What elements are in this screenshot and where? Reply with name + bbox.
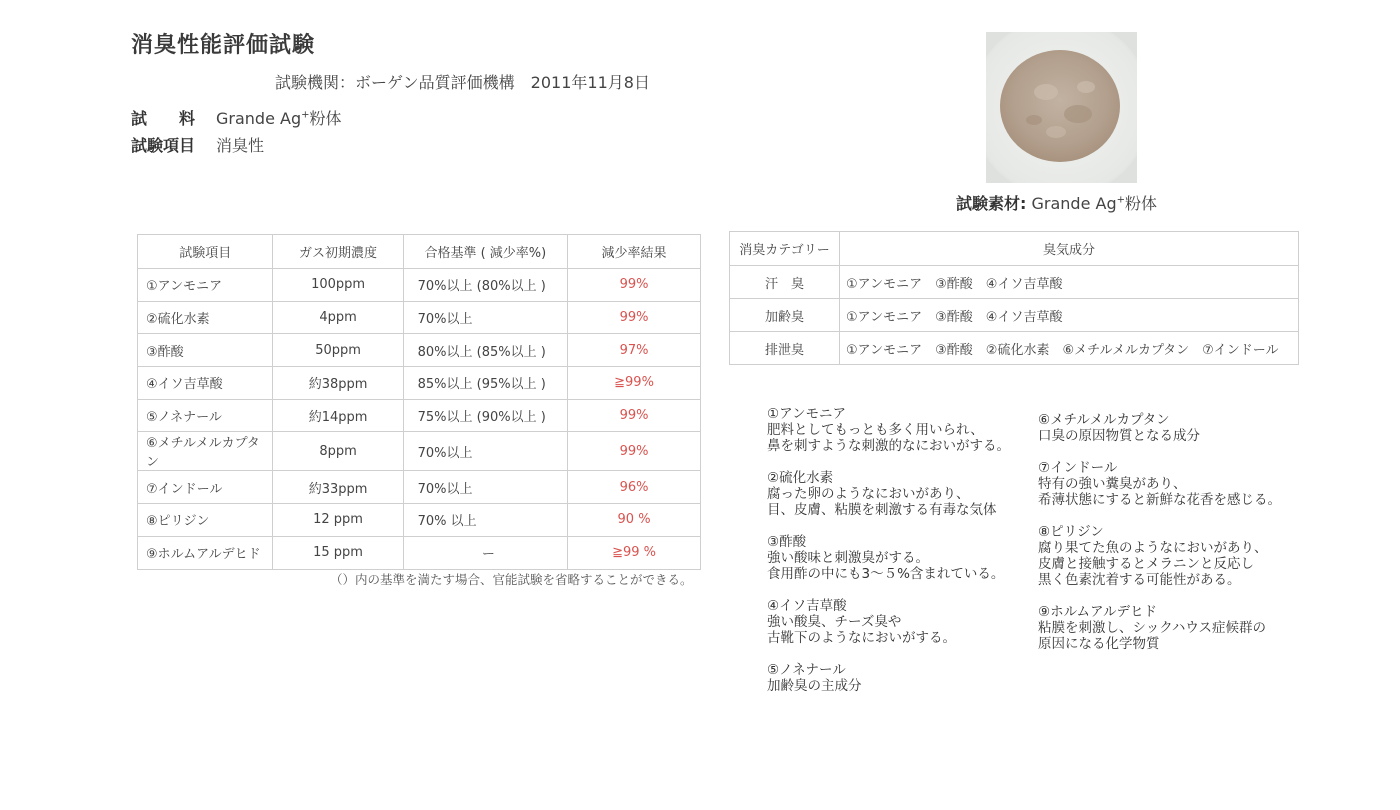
cell-concentration: 50ppm <box>273 334 403 367</box>
cell-criteria: 80%以上 (85%以上 ) <box>403 334 567 367</box>
odor-line: 目、皮膚、粘膜を刺激する有毒な気体 <box>767 502 997 518</box>
table-row <box>730 332 1299 365</box>
table-row <box>138 367 701 400</box>
cell-criteria: 70%以上 <box>403 432 567 471</box>
cell-concentration: 12 ppm <box>273 504 403 537</box>
cell-concentration: 約38ppm <box>273 367 403 400</box>
cell-components: ①アンモニア ③酢酸 ④イソ吉草酸 <box>840 299 1299 332</box>
cell-criteria: 85%以上 (95%以上 ) <box>403 367 567 400</box>
odor-name: ⑦インドール <box>1038 460 1118 476</box>
cell-test-item: ⑨ホルムアルデヒド <box>138 536 273 569</box>
photo-caption-sup: + <box>1116 194 1125 206</box>
header-pass-criteria: 合格基準 ( 減少率%) <box>403 235 567 269</box>
cell-concentration: 約33ppm <box>273 471 403 504</box>
odor-line: 原因になる化学物質 <box>1038 636 1160 652</box>
cell-result: 97% <box>568 334 701 367</box>
cell-criteria: ー <box>403 536 567 569</box>
table-row <box>138 432 701 471</box>
odor-descriptions-left <box>767 406 1010 710</box>
test-item-value: 消臭性 <box>216 136 265 155</box>
cell-concentration: 4ppm <box>273 301 403 334</box>
table-footnote: （）内の基準を満たす場合、官能試験を省略することができる。 <box>330 572 693 587</box>
cell-components: ①アンモニア ③酢酸 ②硫化水素 ⑥メチルメルカプタン ⑦インドール <box>840 332 1299 365</box>
cell-test-item: ⑦インドール <box>138 471 273 504</box>
cell-test-item: ⑤ノネナール <box>138 399 273 432</box>
page-title: 消臭性能評価試験 <box>131 33 316 58</box>
test-item-label: 試験項目 <box>131 136 196 155</box>
odor-name: ⑥メチルメルカプタン <box>1038 412 1170 428</box>
cell-concentration: 8ppm <box>273 432 403 471</box>
table-header-row <box>730 232 1299 266</box>
cell-result: ≧99% <box>568 367 701 400</box>
cell-category: 加齢臭 <box>730 299 840 332</box>
photo-caption-label: 試験素材: <box>956 194 1027 213</box>
cell-result: 99% <box>568 399 701 432</box>
table-row <box>138 334 701 367</box>
table-row <box>138 269 701 302</box>
table-row <box>730 299 1299 332</box>
odor-descriptions-right <box>1038 412 1281 668</box>
cell-result: ≧99 % <box>568 536 701 569</box>
header-category: 消臭カテゴリー <box>730 232 840 266</box>
test-institution: 試験機関：ボーゲン品質評価機構 2011年11月8日 <box>275 73 650 92</box>
cell-components: ①アンモニア ③酢酸 ④イソ吉草酸 <box>840 266 1299 299</box>
header-test-item: 試験項目 <box>138 235 273 269</box>
odor-name: ⑨ホルムアルデヒド <box>1038 604 1158 620</box>
odor-name: ④イソ吉草酸 <box>767 598 847 614</box>
cell-test-item: ⑧ピリジン <box>138 504 273 537</box>
odor-name: ③酢酸 <box>767 534 807 550</box>
photo-caption-value: Grande Ag <box>1031 194 1117 213</box>
header-initial-concentration: ガス初期濃度 <box>273 235 403 269</box>
odor-line: 黒く色素沈着する可能性がある。 <box>1038 572 1241 588</box>
table-row <box>138 399 701 432</box>
cell-category: 排泄臭 <box>730 332 840 365</box>
odor-category-table <box>729 231 1299 365</box>
odor-line: 口臭の原因物質となる成分 <box>1038 428 1200 444</box>
cell-concentration: 約14ppm <box>273 399 403 432</box>
cell-test-item: ⑥メチルメルカプタン <box>138 432 273 471</box>
cell-criteria: 70% 以上 <box>403 504 567 537</box>
cell-test-item: ②硫化水素 <box>138 301 273 334</box>
cell-result: 99% <box>568 432 701 471</box>
table-row <box>138 301 701 334</box>
cell-concentration: 15 ppm <box>273 536 403 569</box>
odor-line: 皮膚と接触するとメラニンと反応し <box>1038 556 1254 572</box>
sample-powder-photo <box>986 32 1137 183</box>
cell-result: 90 % <box>568 504 701 537</box>
list-item <box>1038 524 1281 588</box>
odor-line: 加齢臭の主成分 <box>767 678 862 694</box>
cell-test-item: ③酢酸 <box>138 334 273 367</box>
odor-name: ②硫化水素 <box>767 470 834 486</box>
odor-line: 希薄状態にすると新鮮な花香を感じる。 <box>1038 492 1281 508</box>
table-row <box>138 504 701 537</box>
cell-criteria: 70%以上 <box>403 471 567 504</box>
cell-result: 96% <box>568 471 701 504</box>
list-item <box>767 598 1010 646</box>
photo-caption <box>956 191 1157 214</box>
sample-row <box>131 106 342 129</box>
table-row <box>138 536 701 569</box>
sample-label: 試 料 <box>131 109 196 128</box>
odor-line: 腐り果てた魚のようなにおいがあり、 <box>1038 540 1268 556</box>
odor-line: 古靴下のようなにおいがする。 <box>767 630 956 646</box>
odor-name: ⑧ピリジン <box>1038 524 1104 540</box>
odor-name: ①アンモニア <box>767 406 847 422</box>
list-item <box>767 534 1010 582</box>
odor-line: 鼻を刺すような刺激的なにおいがする。 <box>767 438 1010 454</box>
header-odor-components: 臭気成分 <box>840 232 1299 266</box>
odor-line: 腐った卵のようなにおいがあり、 <box>767 486 970 502</box>
table-row <box>138 471 701 504</box>
odor-line: 食用酢の中にも3～５%含まれている。 <box>767 566 1005 582</box>
odor-name: ⑤ノネナール <box>767 662 846 678</box>
odor-line: 肥料としてもっとも多く用いられ、 <box>767 422 984 438</box>
photo-caption-suffix: 粉体 <box>1125 194 1158 213</box>
table-row <box>730 266 1299 299</box>
odor-line: 強い酸臭、チーズ臭や <box>767 614 902 630</box>
cell-result: 99% <box>568 301 701 334</box>
header-reduction-result: 減少率結果 <box>568 235 701 269</box>
list-item <box>1038 604 1281 652</box>
cell-criteria: 70%以上 (80%以上 ) <box>403 269 567 302</box>
list-item <box>1038 412 1281 444</box>
list-item <box>767 406 1010 454</box>
odor-line: 強い酸味と刺激臭がする。 <box>767 550 929 566</box>
list-item <box>1038 460 1281 508</box>
sample-suffix: 粉体 <box>309 109 342 128</box>
cell-criteria: 70%以上 <box>403 301 567 334</box>
test-item-row <box>131 133 264 156</box>
cell-result: 99% <box>568 269 701 302</box>
sample-sup: + <box>301 109 310 121</box>
list-item <box>767 662 1010 694</box>
cell-category: 汗 臭 <box>730 266 840 299</box>
table-header-row <box>138 235 701 269</box>
odor-line: 粘膜を刺激し、シックハウス症候群の <box>1038 620 1267 636</box>
test-results-table <box>137 234 701 570</box>
sample-value: Grande Ag <box>216 109 302 128</box>
list-item <box>767 470 1010 518</box>
cell-test-item: ④イソ吉草酸 <box>138 367 273 400</box>
cell-criteria: 75%以上 (90%以上 ) <box>403 399 567 432</box>
cell-test-item: ①アンモニア <box>138 269 273 302</box>
cell-concentration: 100ppm <box>273 269 403 302</box>
odor-line: 特有の強い糞臭があり、 <box>1038 476 1187 492</box>
